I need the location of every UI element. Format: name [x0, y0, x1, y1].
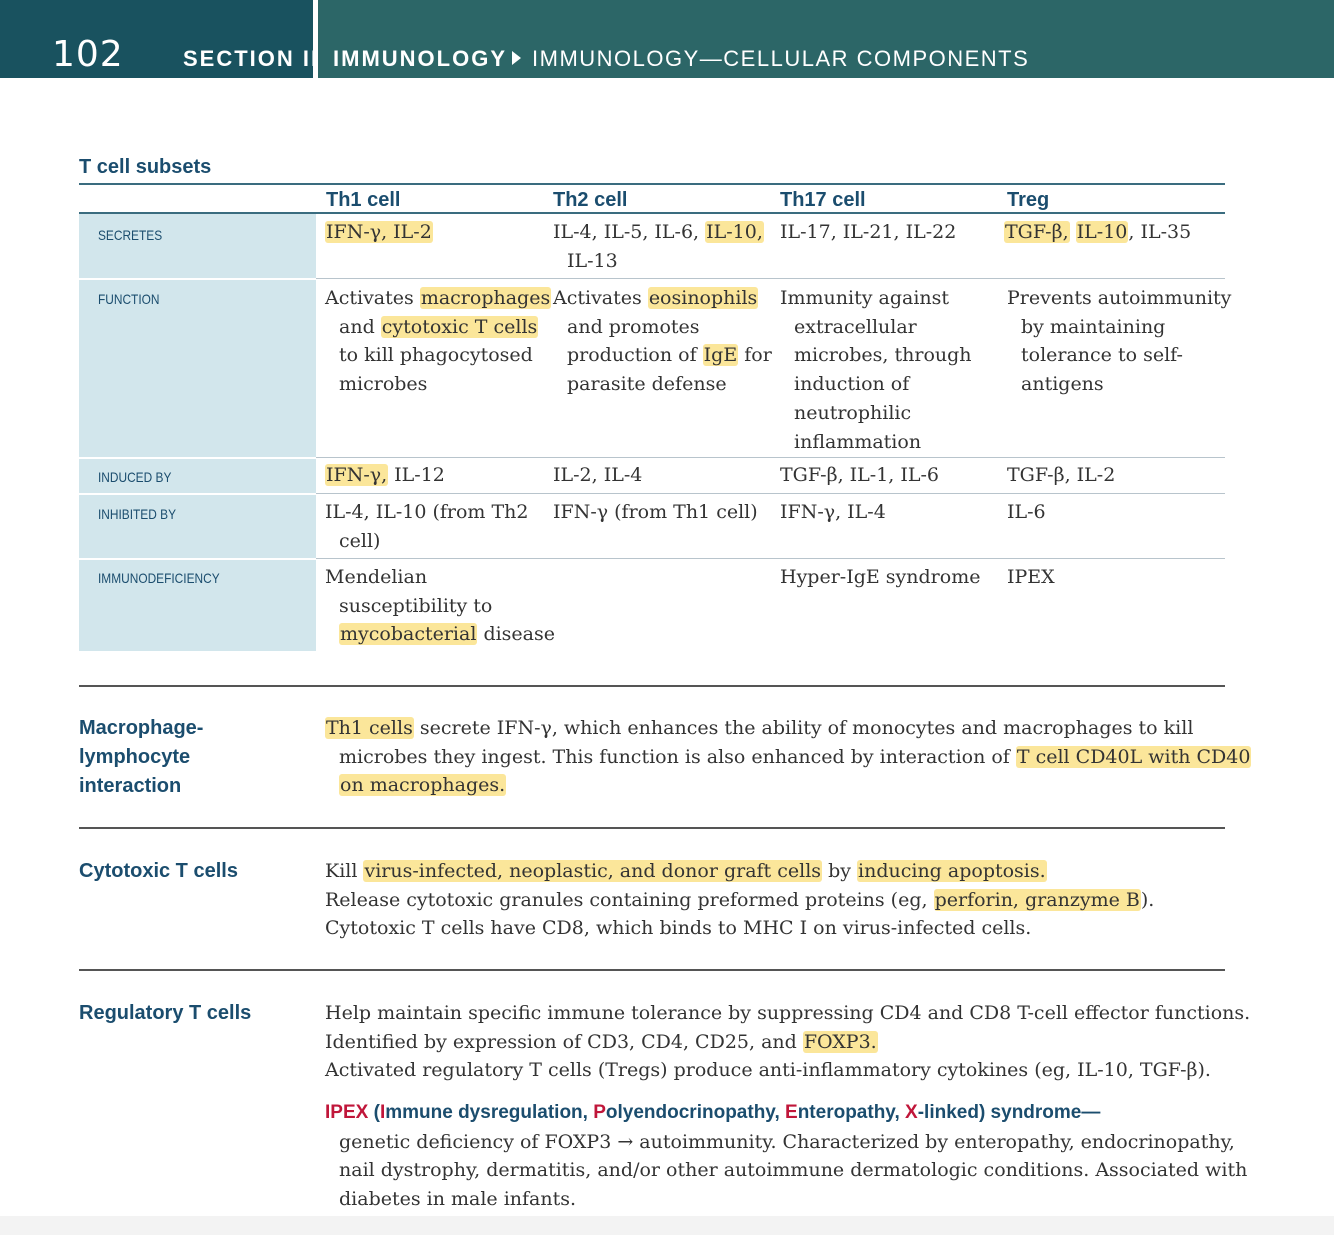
section-separator [79, 969, 1225, 971]
cell-immunodeficiency-treg: IPEX [1007, 566, 1055, 588]
cell-secretes-treg [1004, 218, 1191, 247]
text: Activates [553, 287, 648, 309]
cell-inhibited-treg: IL-6 [1007, 501, 1046, 523]
label-gap [79, 278, 316, 280]
ipex-letter: X [355, 1102, 369, 1123]
page-bottom-strip [0, 1216, 1334, 1235]
text: ). [1140, 888, 1155, 911]
cell-immunodeficiency-th17: Hyper-IgE syndrome [780, 566, 981, 588]
breadcrumb: IMMUNOLOGY—CELLULAR COMPONENTS [532, 46, 1030, 71]
row-label-inhibited-by: INHIBITED BY [98, 506, 177, 522]
text: neutrophilic [794, 401, 912, 424]
text: , IL-35 [1128, 221, 1192, 243]
text: interaction [79, 775, 182, 797]
highlight: virus-infected, neoplastic, and donor graft cells [364, 860, 822, 882]
cell-function-treg [1007, 284, 1231, 399]
text: and promotes [567, 315, 700, 338]
row-label-secretes: SECRETES [98, 227, 163, 243]
column-header-th2: Th2 cell [553, 189, 628, 211]
row-separator [316, 493, 1225, 494]
text: IL-4, IL-10 (from Th2 [325, 501, 529, 523]
text: nail dystrophy, dermatitis, and/or other autoimmune dermatologic conditions. Associated with [339, 1159, 1248, 1182]
cell-inhibited-th17: IFN-γ, IL-4 [780, 501, 886, 523]
text: Kill [325, 860, 364, 882]
table-title: T cell subsets [79, 156, 212, 178]
highlight: TGF-β, [1005, 221, 1069, 243]
highlight: IL-10 [1076, 221, 1128, 243]
text: Release cytotoxic granules containing preformed proteins (eg, [325, 888, 934, 911]
cell-induced-th17: TGF-β, IL-1, IL-6 [780, 464, 940, 486]
row-label-immunodeficiency: IMMUNODEFICIENCY [98, 570, 220, 586]
text: IL-13 [567, 249, 618, 272]
highlight: perforin, granzyme B [934, 888, 1140, 911]
highlight: cytotoxic T cells [381, 315, 538, 338]
text: Identified by expression of CD3, CD4, CD25, and [325, 1030, 803, 1053]
highlight: IgE [703, 344, 738, 367]
text: and [339, 315, 381, 338]
regulatory-section-title: Regulatory T cells [79, 1002, 252, 1024]
ipex-letter: P [330, 1102, 343, 1123]
text: IL-17, IL-21, IL-22 [780, 221, 957, 243]
highlight: mycobacterial [340, 623, 477, 646]
ipex-text: mmune dysregulation, [385, 1102, 594, 1123]
ipex-letter: E [785, 1102, 798, 1123]
text: Mendelian [325, 566, 428, 588]
table-top-rule [79, 183, 1225, 185]
text: secrete IFN-γ, which enhances the ability of monocytes and macrophages to kill [413, 717, 1194, 739]
section-separator [79, 685, 1225, 687]
text: microbes, through [794, 344, 972, 367]
text: genetic deficiency of FOXP3 → autoimmunity. Characterized by enteropathy, endocrinopathy, [339, 1130, 1235, 1153]
cell-induced-treg: TGF-β, IL-2 [1007, 464, 1116, 486]
highlight: on macrophages. [340, 774, 506, 797]
section-label: SECTION II [183, 46, 320, 71]
macrophage-paragraph [325, 714, 1251, 800]
text: microbes they ingest. This function is also enhanced by interaction of [339, 745, 1016, 768]
row-separator [316, 457, 1225, 458]
section-separator [79, 827, 1225, 829]
cell-inhibited-th1 [325, 498, 529, 555]
text: diabetes in male infants. [339, 1188, 577, 1211]
text: microbes [339, 373, 428, 396]
row-label-induced-by: INDUCED BY [98, 469, 172, 485]
text: Activates [325, 287, 420, 309]
text: induction of [794, 373, 910, 396]
cell-function-th1 [325, 284, 551, 399]
label-gap [79, 558, 316, 560]
text: IL-4, IL-5, IL-6, [553, 221, 700, 243]
text: IL-12 [388, 464, 445, 486]
highlight: eosinophils [648, 287, 758, 309]
cell-secretes-th2 [553, 218, 764, 275]
ipex-letter: I [325, 1102, 331, 1123]
text: by maintaining [1021, 315, 1166, 338]
text: parasite defense [567, 373, 727, 396]
highlight: IFN-γ, IL-2 [326, 221, 432, 243]
text: for [738, 344, 772, 367]
label-gap [79, 493, 316, 495]
row-separator [316, 558, 1225, 559]
highlight: macrophages [420, 287, 551, 309]
column-header-th1: Th1 cell [326, 189, 401, 211]
column-header-treg: Treg [1007, 189, 1050, 211]
breadcrumb-arrow-icon [512, 51, 521, 65]
highlight: IFN-γ, [326, 464, 388, 486]
cell-induced-th2: IL-2, IL-4 [553, 464, 643, 486]
text: Cytotoxic T cells have CD8, which binds to MHC I on virus-infected cells. [325, 917, 1032, 940]
text: cell) [339, 529, 381, 552]
ipex-text: -linked) syndrome— [917, 1102, 1101, 1123]
ipex-text: nteropathy, [797, 1102, 906, 1123]
highlight: inducing apoptosis. [858, 860, 1046, 882]
highlight: Th1 cells [326, 717, 413, 739]
page-number: 102 [52, 34, 124, 75]
cell-function-th17 [780, 284, 972, 456]
cell-inhibited-th2: IFN-γ (from Th1 cell) [553, 501, 758, 523]
cell-immunodeficiency-th1 [325, 563, 555, 649]
cell-induced-th1 [325, 461, 445, 490]
ipex-paragraph [325, 1098, 1247, 1214]
text: production of [567, 344, 703, 367]
highlight: IL-10, [706, 221, 763, 243]
highlight: FOXP3. [803, 1030, 877, 1053]
label-gap [79, 457, 316, 459]
row-label-function: FUNCTION [98, 291, 160, 307]
cell-secretes-th17 [780, 218, 956, 247]
subject-label: IMMUNOLOGY [333, 46, 507, 71]
ipex-letter: I [379, 1102, 386, 1123]
cytotoxic-paragraph [325, 857, 1154, 943]
cell-function-th2 [553, 284, 772, 399]
cytotoxic-section-title: Cytotoxic T cells [79, 860, 238, 882]
text: susceptibility to [339, 594, 493, 617]
text: lymphocyte [79, 746, 191, 768]
text: extracellular [794, 315, 917, 338]
ipex-text: ( [368, 1102, 380, 1123]
text: Immunity against [780, 287, 950, 309]
cell-secretes-th1 [325, 218, 433, 247]
ipex-letter: E [342, 1102, 356, 1123]
row-separator [316, 278, 1225, 279]
text: Help maintain specific immune tolerance by suppressing CD4 and CD8 T-cell effector functions. [325, 1002, 1251, 1024]
text: to kill phagocytosed [339, 344, 533, 367]
page-header [0, 0, 1334, 78]
text: by [822, 860, 858, 882]
text: Activated regulatory T cells (Tregs) produce anti-inflammatory cytokines (eg, IL-10, TGF-β). [325, 1059, 1211, 1082]
macrophage-section-title [79, 714, 203, 801]
regulatory-paragraph [325, 999, 1250, 1085]
highlight: T cell CD40L with CD40 [1016, 745, 1251, 768]
text: tolerance to self- [1021, 344, 1183, 367]
ipex-letter: P [593, 1102, 606, 1123]
text: antigens [1021, 373, 1104, 396]
text: disease [477, 623, 556, 646]
text: Macrophage- [79, 717, 204, 739]
ipex-letter: X [905, 1102, 918, 1123]
text: inflammation [794, 430, 922, 453]
text: Prevents autoimmunity [1007, 287, 1232, 309]
column-header-th17: Th17 cell [780, 189, 866, 211]
ipex-text: olyendocrinopathy, [605, 1102, 786, 1123]
